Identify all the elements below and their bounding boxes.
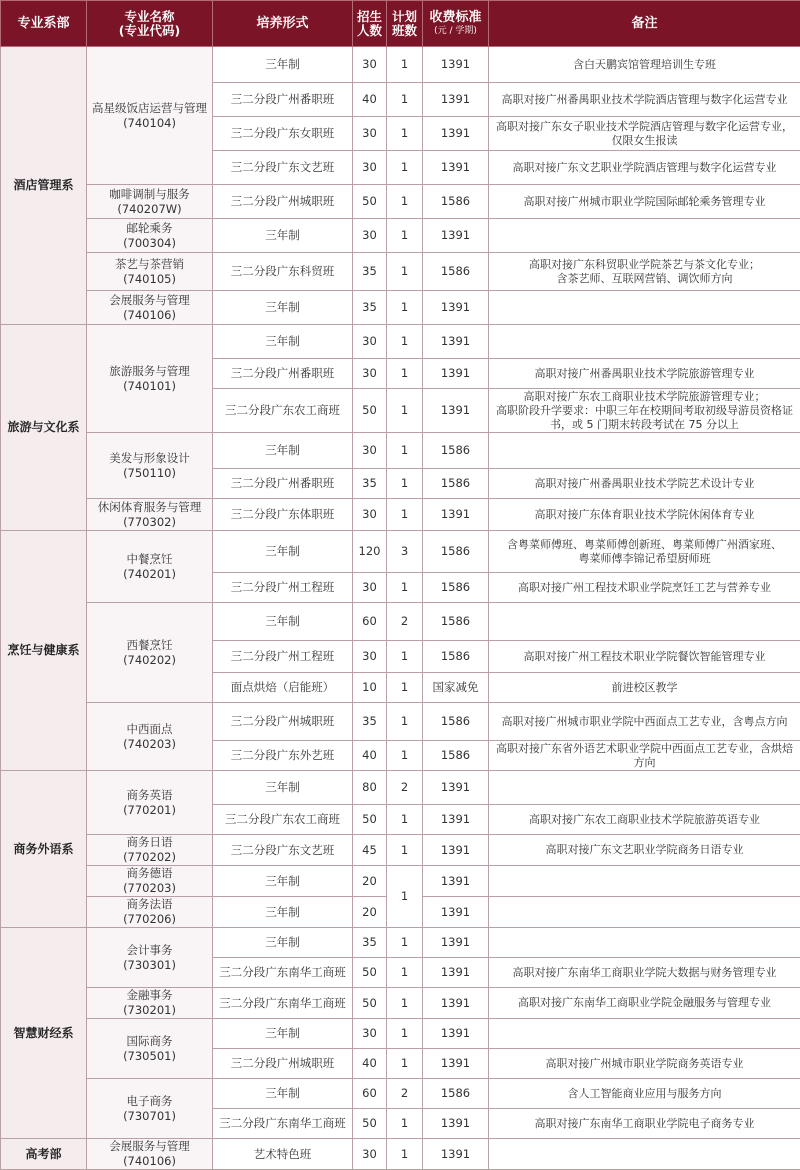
- form-cell: 三二分段广州城职班: [213, 1049, 353, 1079]
- classes-cell: 1: [387, 1109, 423, 1139]
- enroll-cell: 45: [353, 835, 387, 866]
- table-row: [1, 603, 800, 641]
- classes-cell: 1: [387, 47, 423, 83]
- enroll-cell: 20: [353, 897, 387, 928]
- table-row: [1, 1079, 800, 1109]
- enroll-cell: 40: [353, 1049, 387, 1079]
- dept-cell: 酒店管理系: [1, 47, 87, 325]
- form-cell: 三二分段广州番职班: [213, 359, 353, 389]
- fee-cell: 1586: [423, 741, 489, 771]
- fee-cell: 1391: [423, 499, 489, 531]
- enroll-cell: 30: [353, 1019, 387, 1049]
- table-row: [1, 219, 800, 253]
- note-cell: [489, 219, 800, 253]
- major-cell: 中西面点 (740203): [87, 703, 213, 771]
- enroll-cell: 30: [353, 573, 387, 603]
- classes-cell: 1: [387, 958, 423, 988]
- fee-cell: 1391: [423, 291, 489, 325]
- form-cell: 三年制: [213, 325, 353, 359]
- fee-cell: 1391: [423, 1139, 489, 1170]
- note-cell: 高职对接广东体育职业技术学院休闲体育专业: [489, 499, 800, 531]
- classes-cell: 1: [387, 673, 423, 703]
- fee-cell: 1586: [423, 253, 489, 291]
- note-cell: 前进校区教学: [489, 673, 800, 703]
- note-cell: [489, 771, 800, 805]
- form-cell: 三二分段广东农工商班: [213, 389, 353, 433]
- major-cell: 休闲体育服务与管理 (770302): [87, 499, 213, 531]
- note-cell: [489, 433, 800, 469]
- note-cell: [489, 866, 800, 897]
- fee-cell: 1391: [423, 835, 489, 866]
- enroll-cell: 30: [353, 219, 387, 253]
- enroll-cell: 30: [353, 151, 387, 185]
- table-row: [1, 771, 800, 805]
- fee-cell: 1391: [423, 219, 489, 253]
- classes-cell: 1: [387, 988, 423, 1019]
- enroll-cell: 50: [353, 958, 387, 988]
- form-cell: 三年制: [213, 47, 353, 83]
- form-cell: 三年制: [213, 928, 353, 958]
- note-cell: 高职对接广州番禺职业技术学院酒店管理与数字化运营专业: [489, 83, 800, 117]
- fee-cell: 1391: [423, 1109, 489, 1139]
- form-cell: 三年制: [213, 219, 353, 253]
- note-cell: 高职对接广东南华工商职业学院金融服务与管理专业: [489, 988, 800, 1019]
- fee-cell: 1391: [423, 47, 489, 83]
- note-cell: 高职对接广州城市职业学院国际邮轮乘务管理专业: [489, 185, 800, 219]
- fee-cell: 1586: [423, 703, 489, 741]
- note-cell: 高职对接广东文艺职业学院酒店管理与数字化运营专业: [489, 151, 800, 185]
- classes-cell: 1: [387, 151, 423, 185]
- fee-cell: 国家减免: [423, 673, 489, 703]
- form-cell: 三年制: [213, 866, 353, 897]
- enroll-cell: 50: [353, 805, 387, 835]
- fee-cell: 1391: [423, 1049, 489, 1079]
- classes-cell: 1: [387, 83, 423, 117]
- header-major: 专业名称 (专业代码): [87, 1, 213, 47]
- major-cell: 中餐烹饪 (740201): [87, 531, 213, 603]
- fee-cell: 1391: [423, 325, 489, 359]
- enroll-cell: 30: [353, 117, 387, 151]
- classes-cell: 1: [387, 866, 423, 928]
- fee-cell: 1391: [423, 928, 489, 958]
- form-cell: 三年制: [213, 603, 353, 641]
- fee-cell: 1586: [423, 531, 489, 573]
- dept-cell: 旅游与文化系: [1, 325, 87, 531]
- major-cell: 旅游服务与管理 (740101): [87, 325, 213, 433]
- classes-cell: 1: [387, 389, 423, 433]
- form-cell: 三二分段广东文艺班: [213, 151, 353, 185]
- dept-cell: 智慧财经系: [1, 928, 87, 1139]
- major-cell: 国际商务 (730501): [87, 1019, 213, 1079]
- major-cell: 商务英语 (770201): [87, 771, 213, 835]
- enroll-cell: 35: [353, 928, 387, 958]
- fee-cell: 1586: [423, 573, 489, 603]
- header-dept: 专业系部: [1, 1, 87, 47]
- major-cell: 高星级饭店运营与管理 (740104): [87, 47, 213, 185]
- major-cell: 西餐烹饪 (740202): [87, 603, 213, 703]
- fee-cell: 1586: [423, 1079, 489, 1109]
- fee-cell: 1586: [423, 641, 489, 673]
- note-cell: [489, 1019, 800, 1049]
- dept-cell: 烹饪与健康系: [1, 531, 87, 771]
- dept-cell: 商务外语系: [1, 771, 87, 928]
- note-cell: [489, 325, 800, 359]
- enroll-cell: 35: [353, 469, 387, 499]
- enroll-cell: 40: [353, 83, 387, 117]
- note-cell: 高职对接广州城市职业学院中西面点工艺专业，含粤点方向: [489, 703, 800, 741]
- fee-cell: 1391: [423, 359, 489, 389]
- classes-cell: 1: [387, 325, 423, 359]
- major-cell: 商务德语 (770203): [87, 866, 213, 897]
- classes-cell: 2: [387, 771, 423, 805]
- table-row: [1, 433, 800, 469]
- enroll-cell: 50: [353, 185, 387, 219]
- classes-cell: 3: [387, 531, 423, 573]
- note-cell: 含白天鹏宾馆管理培训生专班: [489, 47, 800, 83]
- enroll-cell: 35: [353, 253, 387, 291]
- form-cell: 三二分段广州番职班: [213, 469, 353, 499]
- form-cell: 三二分段广州番职班: [213, 83, 353, 117]
- fee-cell: 1391: [423, 805, 489, 835]
- form-cell: 三二分段广东外艺班: [213, 741, 353, 771]
- form-cell: 三年制: [213, 897, 353, 928]
- note-cell: [489, 603, 800, 641]
- note-cell: 含粤菜师傅班、粤菜师傅创新班、粤菜师傅广州酒家班、 粤菜师傅李锦记希望厨师班: [489, 531, 800, 573]
- header-enroll: 招生 人数: [353, 1, 387, 47]
- fee-cell: 1391: [423, 117, 489, 151]
- form-cell: 三年制: [213, 771, 353, 805]
- note-cell: [489, 897, 800, 928]
- classes-cell: 1: [387, 641, 423, 673]
- enroll-cell: 30: [353, 433, 387, 469]
- enroll-cell: 60: [353, 1079, 387, 1109]
- table-row: [1, 531, 800, 573]
- major-cell: 会展服务与管理 (740106): [87, 291, 213, 325]
- fee-cell: 1391: [423, 958, 489, 988]
- fee-cell: 1391: [423, 771, 489, 805]
- fee-cell: 1391: [423, 389, 489, 433]
- fee-cell: 1586: [423, 603, 489, 641]
- major-cell: 金融事务 (730201): [87, 988, 213, 1019]
- form-cell: 三年制: [213, 1019, 353, 1049]
- classes-cell: 1: [387, 928, 423, 958]
- note-cell: 高职对接广东女子职业技术学院酒店管理与数字化运营专业，仅限女生报读: [489, 117, 800, 151]
- table-row: [1, 325, 800, 359]
- note-cell: 高职对接广东农工商职业技术学院旅游英语专业: [489, 805, 800, 835]
- form-cell: 三二分段广东南华工商班: [213, 958, 353, 988]
- form-cell: 三二分段广东南华工商班: [213, 988, 353, 1019]
- fee-cell: 1391: [423, 897, 489, 928]
- table-row: [1, 866, 800, 897]
- major-cell: 茶艺与茶营销 (740105): [87, 253, 213, 291]
- note-cell: 高职对接广东南华工商职业学院大数据与财务管理专业: [489, 958, 800, 988]
- classes-cell: 1: [387, 219, 423, 253]
- form-cell: 三二分段广州工程班: [213, 641, 353, 673]
- major-cell: 商务法语 (770206): [87, 897, 213, 928]
- classes-cell: 1: [387, 835, 423, 866]
- fee-cell: 1586: [423, 185, 489, 219]
- enroll-cell: 50: [353, 1109, 387, 1139]
- classes-cell: 2: [387, 603, 423, 641]
- form-cell: 三二分段广东体职班: [213, 499, 353, 531]
- classes-cell: 2: [387, 1079, 423, 1109]
- table-header: [1, 1, 800, 47]
- classes-cell: 1: [387, 433, 423, 469]
- fee-cell: 1391: [423, 1019, 489, 1049]
- form-cell: 艺术特色班: [213, 1139, 353, 1170]
- classes-cell: 1: [387, 703, 423, 741]
- table-row: [1, 47, 800, 83]
- note-cell: 高职对接广州工程技术职业学院餐饮智能管理专业: [489, 641, 800, 673]
- table-row: [1, 185, 800, 219]
- enroll-cell: 30: [353, 47, 387, 83]
- form-cell: 三二分段广东农工商班: [213, 805, 353, 835]
- table-row: [1, 253, 800, 291]
- table-row: [1, 499, 800, 531]
- enroll-cell: 120: [353, 531, 387, 573]
- enroll-cell: 80: [353, 771, 387, 805]
- enroll-cell: 20: [353, 866, 387, 897]
- enroll-cell: 35: [353, 291, 387, 325]
- classes-cell: 1: [387, 1049, 423, 1079]
- classes-cell: 1: [387, 1019, 423, 1049]
- form-cell: 三二分段广东女职班: [213, 117, 353, 151]
- note-cell: 高职对接广东农工商职业技术学院旅游管理专业； 高职阶段升学要求：中职三年在校期间考取初级导游员资格证书，或 5 门期末转段考试在 75 分以上: [489, 389, 800, 433]
- note-cell: 高职对接广东文艺职业学院商务日语专业: [489, 835, 800, 866]
- classes-cell: 1: [387, 469, 423, 499]
- note-cell: 高职对接广东科贸职业学院茶艺与茶文化专业； 含茶艺师、互联网营销、调饮师方向: [489, 253, 800, 291]
- enroll-cell: 40: [353, 741, 387, 771]
- form-cell: 三二分段广东科贸班: [213, 253, 353, 291]
- classes-cell: 1: [387, 185, 423, 219]
- form-cell: 三年制: [213, 291, 353, 325]
- fee-cell: 1586: [423, 433, 489, 469]
- enroll-cell: 30: [353, 325, 387, 359]
- classes-cell: 1: [387, 741, 423, 771]
- header-note: 备注: [489, 1, 800, 47]
- major-cell: 会展服务与管理 (740106): [87, 1139, 213, 1170]
- enroll-cell: 30: [353, 1139, 387, 1170]
- table-row: [1, 291, 800, 325]
- note-cell: 高职对接广州城市职业学院商务英语专业: [489, 1049, 800, 1079]
- form-cell: 面点烘焙（启能班）: [213, 673, 353, 703]
- classes-cell: 1: [387, 359, 423, 389]
- table-row: [1, 835, 800, 866]
- note-cell: 含人工智能商业应用与服务方向: [489, 1079, 800, 1109]
- note-cell: [489, 291, 800, 325]
- table-row: [1, 1019, 800, 1049]
- header-classes: 计划 班数: [387, 1, 423, 47]
- fee-cell: 1391: [423, 151, 489, 185]
- major-cell: 商务日语 (770202): [87, 835, 213, 866]
- enroll-cell: 35: [353, 703, 387, 741]
- classes-cell: 1: [387, 291, 423, 325]
- classes-cell: 1: [387, 805, 423, 835]
- header-fee-label: 收费标准: [429, 10, 481, 25]
- form-cell: 三年制: [213, 433, 353, 469]
- table-row: [1, 988, 800, 1019]
- note-cell: 高职对接广州工程技术职业学院烹饪工艺与营养专业: [489, 573, 800, 603]
- enroll-cell: 10: [353, 673, 387, 703]
- fee-cell: 1586: [423, 469, 489, 499]
- fee-cell: 1391: [423, 83, 489, 117]
- major-cell: 咖啡调制与服务 (740207W): [87, 185, 213, 219]
- dept-cell: 高考部: [1, 1139, 87, 1170]
- table-row: [1, 703, 800, 741]
- classes-cell: 1: [387, 1139, 423, 1170]
- note-cell: [489, 928, 800, 958]
- classes-cell: 1: [387, 117, 423, 151]
- form-cell: 三二分段广东南华工商班: [213, 1109, 353, 1139]
- table-body: [1, 47, 800, 1170]
- note-cell: [489, 1139, 800, 1170]
- header-form: 培养形式: [213, 1, 353, 47]
- table-row: [1, 928, 800, 958]
- classes-cell: 1: [387, 253, 423, 291]
- enroll-cell: 30: [353, 499, 387, 531]
- form-cell: 三年制: [213, 1079, 353, 1109]
- fee-cell: 1391: [423, 988, 489, 1019]
- major-cell: 邮轮乘务 (700304): [87, 219, 213, 253]
- enroll-cell: 50: [353, 988, 387, 1019]
- table-row: [1, 1139, 800, 1170]
- form-cell: 三年制: [213, 531, 353, 573]
- classes-cell: 1: [387, 499, 423, 531]
- header-fee-unit: (元 / 学期): [425, 26, 486, 37]
- note-cell: 高职对接广东南华工商职业学院电子商务专业: [489, 1109, 800, 1139]
- header-fee: [423, 1, 489, 47]
- major-cell: 美发与形象设计 (750110): [87, 433, 213, 499]
- note-cell: 高职对接广州番禺职业技术学院艺术设计专业: [489, 469, 800, 499]
- enroll-cell: 50: [353, 389, 387, 433]
- enroll-cell: 30: [353, 641, 387, 673]
- classes-cell: 1: [387, 573, 423, 603]
- form-cell: 三二分段广东文艺班: [213, 835, 353, 866]
- note-cell: 高职对接广州番禺职业技术学院旅游管理专业: [489, 359, 800, 389]
- form-cell: 三二分段广州城职班: [213, 185, 353, 219]
- enroll-cell: 30: [353, 359, 387, 389]
- form-cell: 三二分段广州工程班: [213, 573, 353, 603]
- form-cell: 三二分段广州城职班: [213, 703, 353, 741]
- major-cell: 会计事务 (730301): [87, 928, 213, 988]
- fee-cell: 1391: [423, 866, 489, 897]
- enroll-cell: 60: [353, 603, 387, 641]
- note-cell: 高职对接广东省外语艺术职业学院中西面点工艺专业，含烘焙方向: [489, 741, 800, 771]
- major-cell: 电子商务 (730701): [87, 1079, 213, 1139]
